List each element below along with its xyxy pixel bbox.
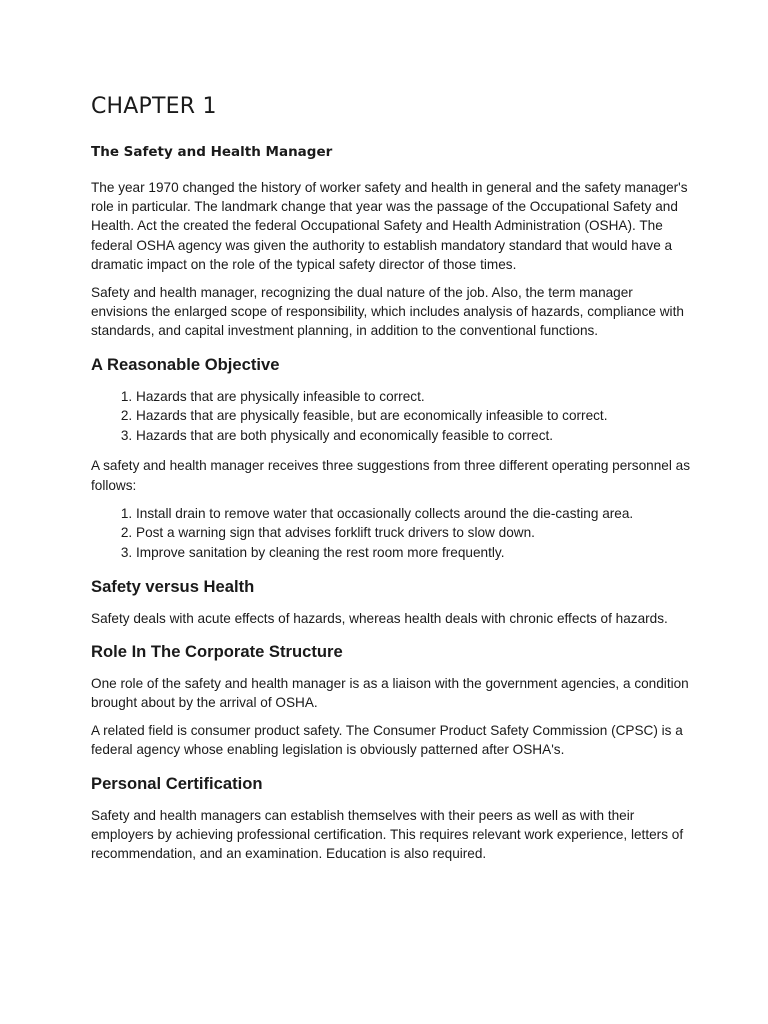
chapter-title: CHAPTER 1 (91, 94, 217, 119)
intro-paragraph-1: The year 1970 changed the history of worker safety and health in general and the safety manager's role in particular. The landmark change that year was the passage of the Occupational Safety and Health. Act the created the federal Occupational Safety and Health Administration (OSHA). The federal OSHA agency was given the authority to establish mandatory standard that would have a dramatic impact on the role of the typical safety director of those times. (91, 180, 688, 272)
list-item: 1. Install drain to remove water that occasionally collects around the die-casting area. (136, 504, 691, 524)
list-item: 1. Hazards that are physically infeasible to correct. (136, 387, 691, 407)
section-title: The Safety and Health Manager (91, 144, 333, 160)
suggestions-intro-paragraph: A safety and health manager receives three suggestions from three different operating personnel as follows: (91, 458, 690, 493)
list-item: 3. Improve sanitation by cleaning the rest room more frequently. (136, 543, 691, 563)
corporate-role-paragraph-2: A related field is consumer product safety. The Consumer Product Safety Commission (CPSC) is a federal agency whose enabling legislation is obviously patterned after OSHA's. (91, 723, 683, 758)
list-item: 3. Hazards that are both physically and economically feasible to correct. (136, 426, 691, 446)
intro-paragraph-2: Safety and health manager, recognizing the dual nature of the job. Also, the term manager envisions the enlarged scope of responsibility, which includes analysis of hazards, compliance with standards, and capital investment planning, in addition to the conventional functions. (91, 285, 684, 339)
corporate-role-paragraph-1: One role of the safety and health manager is as a liaison with the government agencies, a condition brought about by the arrival of OSHA. (91, 675, 689, 710)
heading-safety-versus-health: Safety versus Health (91, 576, 255, 596)
heading-corporate-role: Role In The Corporate Structure (91, 641, 343, 661)
list-item: 2. Hazards that are physically feasible, but are economically infeasible to correct. (136, 406, 691, 426)
document-body (91, 178, 691, 872)
heading-reasonable-objective: A Reasonable Objective (91, 354, 280, 374)
certification-paragraph: Safety and health managers can establish themselves with their peers as well as with their employers by achieving professional certification. This requires relevant work experience, letters of recommendation, and an examination. Education is also required. (91, 807, 684, 862)
hazard-list (91, 387, 691, 446)
safety-health-paragraph: Safety deals with acute effects of hazards, whereas health deals with chronic effects of hazards. (91, 610, 668, 626)
heading-personal-certification: Personal Certification (91, 773, 263, 793)
list-item: 2. Post a warning sign that advises forklift truck drivers to slow down. (136, 523, 691, 543)
suggestion-list (91, 504, 691, 563)
